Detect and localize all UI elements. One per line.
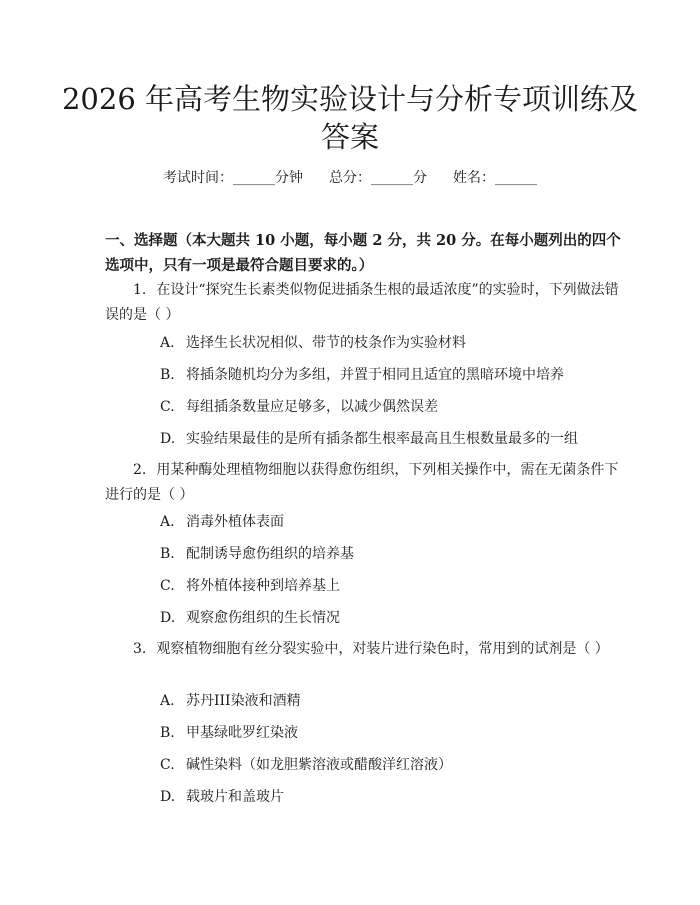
question-1-option-a xyxy=(160,332,630,354)
exam-time-field: 考试时间：______分钟 xyxy=(163,170,303,186)
section-header: 一、选择题（本大题共 10 小题，每小题 2 分，共 20 分。在每小题列出的四个选项中，只有一项是最符合题目要求的。） xyxy=(105,232,621,274)
option-letter: B. xyxy=(160,546,175,562)
option-text: 配制诱导愈伤组织的培养基 xyxy=(186,546,354,562)
option-letter: C. xyxy=(160,399,175,415)
total-score-field: 总分：______分 xyxy=(329,170,427,186)
question-1-option-b xyxy=(160,364,630,386)
option-letter: A. xyxy=(160,693,175,709)
option-text: 实验结果最佳的是所有插条都生根率最高且生根数量最多的一组 xyxy=(186,431,578,447)
option-letter: D. xyxy=(160,789,176,805)
document-title: 2026 年高考生物实验设计与分析专项训练及答案 xyxy=(61,82,639,154)
question-2-option-d xyxy=(160,607,630,629)
question-3-option-d xyxy=(160,786,630,808)
option-text: 苏丹III染液和酒精 xyxy=(186,693,301,709)
option-text: 甲基绿吡罗红染液 xyxy=(186,725,298,741)
question-3 xyxy=(105,637,625,662)
option-letter: B. xyxy=(160,367,175,383)
question-3-option-c xyxy=(160,754,630,776)
question-2 xyxy=(105,458,625,508)
question-stem: 用某种酶处理植物细胞以获得愈伤组织，下列相关操作中，需在无菌条件下进行的是（ ） xyxy=(105,462,619,503)
student-name-field: 姓名：______ xyxy=(453,170,537,186)
question-1-option-c xyxy=(160,396,630,418)
option-text: 选择生长状况相似、带节的枝条作为实验材料 xyxy=(186,335,466,351)
question-3-option-a xyxy=(160,690,630,712)
question-3-option-b xyxy=(160,722,630,744)
option-text: 载玻片和盖玻片 xyxy=(186,789,284,805)
option-text: 将插条随机均分为多组，并置于相同且适宜的黑暗环境中培养 xyxy=(186,367,564,383)
question-number: 2. xyxy=(133,462,147,478)
question-number: 1. xyxy=(133,282,147,298)
question-1-option-d xyxy=(160,428,630,450)
option-letter: D. xyxy=(160,610,176,626)
option-letter: A. xyxy=(160,514,175,530)
option-letter: A. xyxy=(160,335,175,351)
option-letter: D. xyxy=(160,431,176,447)
option-text: 碱性染料（如龙胆紫溶液或醋酸洋红溶液） xyxy=(186,757,452,773)
option-text: 观察愈伤组织的生长情况 xyxy=(186,610,340,626)
question-2-option-b xyxy=(160,543,630,565)
option-text: 将外植体接种到培养基上 xyxy=(186,578,340,594)
question-stem: 观察植物细胞有丝分裂实验中，对装片进行染色时，常用到的试剂是（ ） xyxy=(156,641,609,657)
option-letter: B. xyxy=(160,725,175,741)
question-number: 3. xyxy=(133,641,147,657)
question-stem: 在设计“探究生长素类似物促进插条生根的最适浓度”的实验时，下列做法错误的是（ ） xyxy=(105,282,619,323)
exam-info-line xyxy=(0,167,700,189)
question-2-option-a xyxy=(160,511,630,533)
option-text: 消毒外植体表面 xyxy=(186,514,284,530)
option-text: 每组插条数量应足够多，以减少偶然误差 xyxy=(186,399,438,415)
question-1 xyxy=(105,278,625,328)
option-letter: C. xyxy=(160,578,175,594)
question-2-option-c xyxy=(160,575,630,597)
option-letter: C. xyxy=(160,757,175,773)
